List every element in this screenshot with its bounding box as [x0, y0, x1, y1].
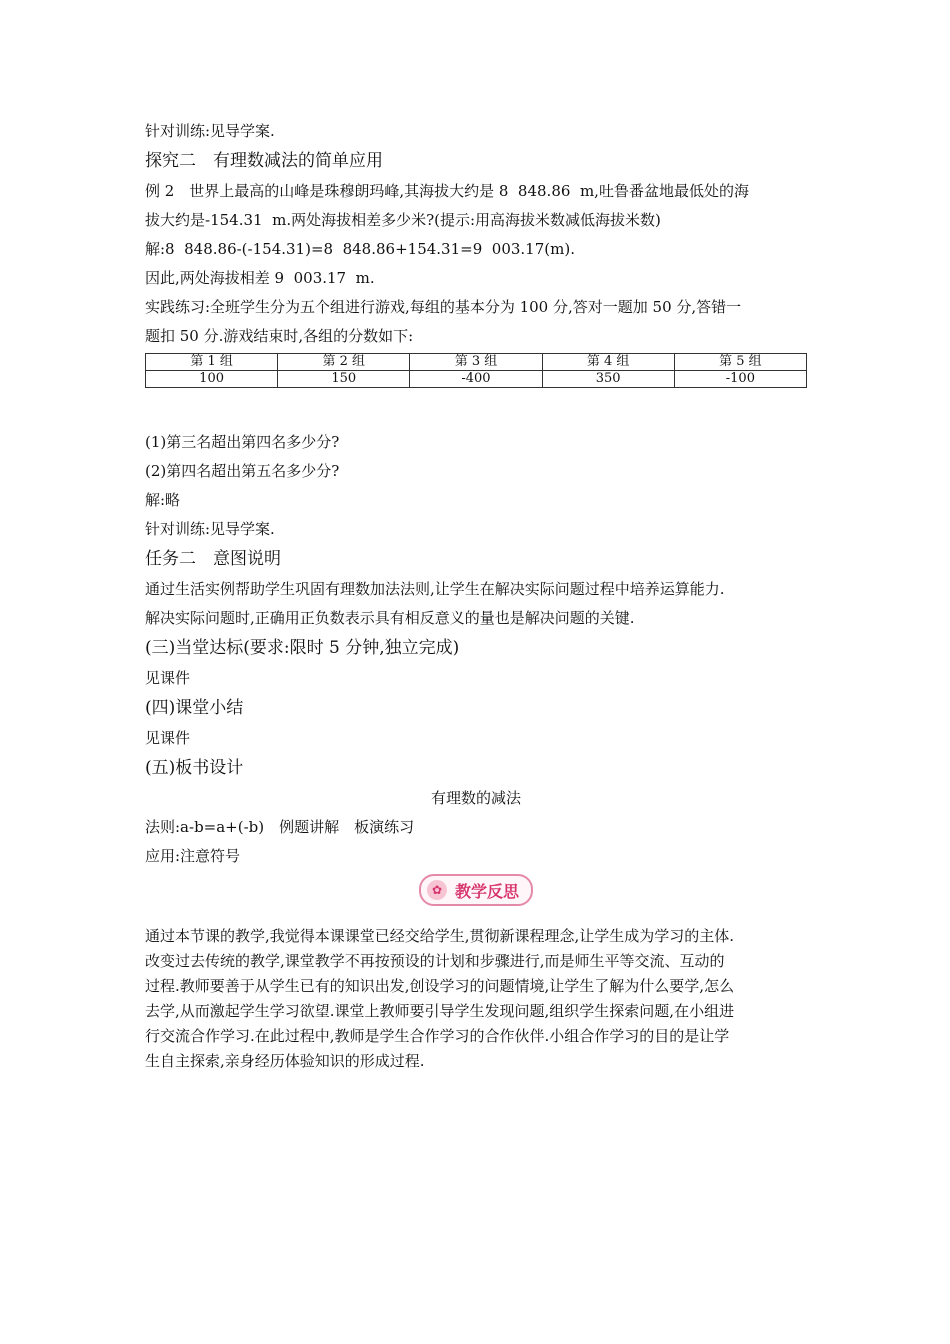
- section-heading-in-class-check: (三)当堂达标(要求:限时 5 分钟,独立完成): [145, 638, 460, 658]
- answer-omitted: 解:略: [145, 491, 181, 509]
- training-note-1: 针对训练:见导学案.: [145, 122, 275, 140]
- practice-line-2: 题扣 50 分.游戏结束时,各组的分数如下:: [145, 327, 414, 345]
- question-2: (2)第四名超出第五名多少分?: [145, 462, 340, 480]
- table-cell: -400: [410, 371, 542, 388]
- table-cell: 100: [146, 371, 278, 388]
- see-slides-2: 见课件: [145, 729, 191, 747]
- section-heading-task-2: 任务二 意图说明: [145, 549, 281, 569]
- example-2-line-2: 拔大约是-154.31 m.两处海拔相差多少米?(提示:用高海拔米数减低海拔米数): [145, 211, 661, 229]
- intent-line-1: 通过生活实例帮助学生巩固有理数加法法则,让学生在解决实际问题过程中培养运算能力.: [145, 580, 725, 598]
- solution-line: 解:8 848.86-(-154.31)=8 848.86+154.31=9 003.17(m).: [145, 240, 575, 258]
- table-row: [146, 371, 807, 388]
- board-rule-line: 法则:a-b=a+(-b) 例题讲解 板演练习: [145, 818, 415, 836]
- example-2-line-1: 例 2 世界上最高的山峰是珠穆朗玛峰,其海拔大约是 8 848.86 m,吐鲁番盆地最低处的海: [145, 182, 749, 200]
- table-header-cell: 第 5 组: [674, 354, 806, 371]
- score-table: [145, 353, 807, 388]
- spacer: [145, 388, 807, 428]
- section-heading-board-design: (五)板书设计: [145, 758, 244, 778]
- see-slides-1: 见课件: [145, 669, 191, 687]
- table-header-row: [146, 354, 807, 371]
- reflection-badge: [419, 874, 533, 906]
- reflection-line: 通过本节课的教学,我觉得本课课堂已经交给学生,贯彻新课程理念,让学生成为学习的主体.: [145, 927, 735, 945]
- training-note-2: 针对训练:见导学案.: [145, 520, 275, 538]
- section-heading-summary: (四)课堂小结: [145, 698, 244, 718]
- conclusion-line: 因此,两处海拔相差 9 003.17 m.: [145, 269, 375, 287]
- practice-line-1: 实践练习:全班学生分为五个组进行游戏,每组的基本分为 100 分,答对一题加 50 分,答错一: [145, 298, 742, 316]
- reflection-line: 过程.教师要善于从学生已有的知识出发,创设学习的问题情境,让学生了解为什么要学,怎么: [145, 977, 735, 995]
- intent-line-2: 解决实际问题时,正确用正负数表示具有相反意义的量也是解决问题的关键.: [145, 609, 635, 627]
- table-cell: 350: [542, 371, 674, 388]
- spacer: [145, 908, 807, 924]
- board-application-line: 应用:注意符号: [145, 847, 241, 865]
- reflection-icon: ✿: [427, 880, 447, 900]
- table-cell: -100: [674, 371, 806, 388]
- reflection-paragraph: [145, 924, 807, 1074]
- reflection-badge-wrap: [145, 874, 807, 908]
- section-heading-explore-2: 探究二 有理数减法的简单应用: [145, 151, 383, 171]
- board-title: 有理数的减法: [430, 789, 521, 807]
- table-header-cell: 第 1 组: [146, 354, 278, 371]
- reflection-line: 去学,从而激起学生学习欲望.课堂上教师要引导学生发现问题,组织学生探索问题,在小组进: [145, 1002, 735, 1020]
- table-cell: 150: [278, 371, 410, 388]
- document-content: [145, 117, 807, 1074]
- reflection-line: 生自主探索,亲身经历体验知识的形成过程.: [145, 1052, 425, 1070]
- reflection-line: 行交流合作学习.在此过程中,教师是学生合作学习的合作伙伴.小组合作学习的目的是让学: [145, 1027, 730, 1045]
- table-header-cell: 第 3 组: [410, 354, 542, 371]
- table-header-cell: 第 2 组: [278, 354, 410, 371]
- reflection-line: 改变过去传统的教学,课堂教学不再按预设的计划和步骤进行,而是师生平等交流、互动的: [145, 952, 725, 970]
- question-1: (1)第三名超出第四名多少分?: [145, 433, 340, 451]
- table-header-cell: 第 4 组: [542, 354, 674, 371]
- reflection-badge-label: 教学反思: [454, 881, 519, 901]
